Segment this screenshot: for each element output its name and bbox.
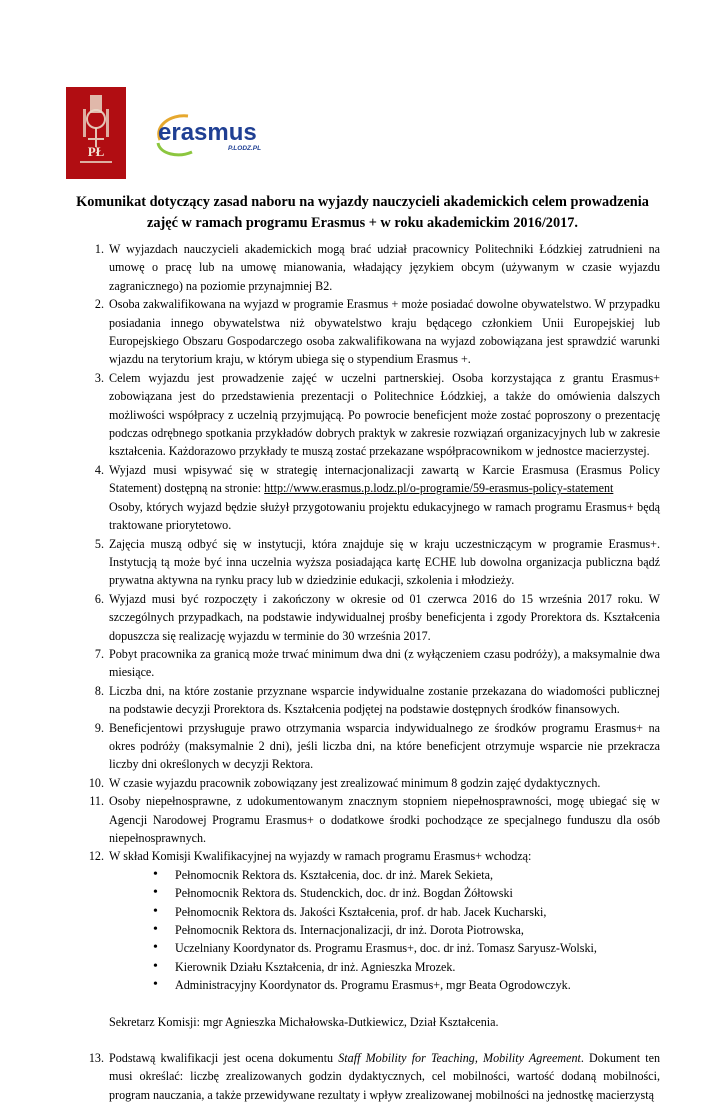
erasmus-wordmark: erasmus	[158, 119, 257, 146]
rules-list-continued	[82, 1049, 660, 1104]
list-item	[82, 847, 660, 994]
item-number: 3.	[94, 370, 104, 385]
item-text: Wyjazd musi być rozpoczęty i zakończony w okresie od 01 czerwca 2016 do 15 września 2017 roku. W szczególnych przypadkach, na podstawie indywidualnej prośby beneficjenta i zgody Prorektora ds. Kształcenia dopuszcza się realizację wyjazdu w terminie do 30 września 2017.	[109, 591, 660, 643]
committee-member: • Pełnomocnik Rektora ds. Internacjonalizacji, dr inż. Dorota Piotrowska,	[153, 921, 660, 939]
item-number: 4.	[94, 462, 104, 477]
item-text: Osoby niepełnosprawne, z udokumentowanym znacznym stopniem niepełnosprawności, mogę ubiegać się w Agencji Narodowej Programu Erasmus+ o dodatkowe środki pochodzące ze specjalnego funduszu dla osób niepełnosprawnych.	[109, 794, 660, 845]
item-text: W skład Komisji Kwalifikacyjnej na wyjazdy w ramach programu Erasmus+ wchodzą:	[109, 849, 532, 864]
item-number: 12.	[88, 849, 104, 864]
item-text: W czasie wyjazdu pracownik zobowiązany jest zrealizować minimum 8 godzin zajęć dydaktycznych.	[109, 775, 601, 790]
committee-member: • Administracyjny Koordynator ds. Programu Erasmus+, mgr Beata Ogrodowczyk.	[153, 976, 660, 994]
list-item	[82, 535, 660, 590]
item-number: 11.	[89, 794, 104, 809]
committee-secretary: Sekretarz Komisji: mgr Agnieszka Michałowska-Dutkiewicz, Dział Kształcenia.	[109, 1014, 499, 1029]
list-item	[82, 645, 660, 682]
erasmus-domain: P.LODZ.PL	[228, 145, 262, 152]
item-number: 10.	[88, 775, 104, 790]
committee-list	[109, 866, 660, 995]
item-number: 8.	[94, 683, 104, 698]
item-number: 5.	[94, 536, 104, 551]
committee-member: • Pełnomocnik Rektora ds. Jakości Kształcenia, prof. dr hab. Jacek Kucharski,	[153, 903, 660, 921]
document-name: Staff Mobility for Teaching, Mobility Agreement	[338, 1051, 581, 1066]
list-item	[82, 1049, 660, 1104]
item-number: 2.	[94, 297, 104, 312]
erasmus-policy-link[interactable]: http://www.erasmus.p.lodz.pl/o-programie/59-erasmus-policy-statement	[264, 481, 614, 496]
item-number: 1.	[94, 242, 104, 256]
item-text: Wyjazd musi wpisywać się w strategię internacjonalizacji zawartą w Karcie Erasmusa (Erasmus Policy Statement) dostępną na stronie:	[109, 462, 660, 496]
list-item	[82, 774, 660, 792]
committee-member: • Pełnomocnik Rektora ds. Studenckich, doc. dr inż. Bogdan Żółtowski	[153, 884, 660, 902]
list-item	[82, 682, 660, 719]
committee-member: • Uczelniany Koordynator ds. Programu Erasmus+, doc. dr inż. Tomasz Saryusz-Wolski,	[153, 939, 660, 957]
politechnika-lodzka-logo	[66, 87, 126, 179]
spacer	[82, 1031, 660, 1049]
item-text: Zajęcia muszą odbyć się w instytucji, która znajduje się w kraju uczestniczącym w programie Erasmus+. Instytucją tą może być inna uczelnia wyższa posiadająca kartę ECHE lub dowolna organizacja publiczna bądź prywatna aktywna na rynku pracy lub w dziedzinie edukacji, szkolenia i młodzieży.	[109, 536, 660, 588]
item-number: 6.	[94, 591, 104, 606]
item-text: Osoby, których wyjazd będzie służył przygotowaniu projektu edukacyjnego w ramach programu Erasmus+ będą traktowane priorytetowo.	[109, 499, 660, 533]
item-text: Liczba dni, na które zostanie przyznane wsparcie indywidualne zostanie przekazana do wiadomości publicznej na podstawie decyzji Prorektora ds. Kształcenia podjętej na podstawie dostępnych środków finansowych.	[109, 683, 660, 717]
page-title: Komunikat dotyczący zasad naboru na wyjazdy nauczycieli akademickich celem prowadzenia zajęć w ramach programu Erasmus + w roku akademickim 2016/2017.	[76, 194, 649, 231]
item-text: Beneficjentowi przysługuje prawo otrzymania wsparcia indywidualnego ze środków programu Erasmus+ na okres podróży (maksymalnie 2 dni), jeśli liczba dni, na które beneficjent otrzymuje wsparcie nie przekracza liczby dni określonych w decyzji Rektora.	[109, 720, 660, 772]
rules-list	[82, 240, 660, 995]
list-item	[82, 590, 660, 645]
list-item	[82, 719, 660, 774]
item-text: W wyjazdach nauczycieli akademickich mogą brać udział pracownicy Politechniki Łódzkiej zatrudnieni na umowę o pracę lub na umowę mianowania, władający językiem obcym (używanym w czasie wyjazdu zagranicznego) na poziomie przynajmniej B2.	[109, 242, 660, 293]
item-number: 9.	[94, 720, 104, 735]
item-text: . Dokument ten musi określać: liczbę zrealizowanych godzin dydaktycznych, cel mobilności, wartość dodaną mobilności, program nauczania, a także przewidywane rezultaty i wpływ zrealizowanej mobilności na jednostkę macierzystą	[109, 1051, 661, 1102]
pl-initials: PŁ	[87, 144, 105, 159]
erasmus-logo	[148, 110, 283, 160]
item-text: Celem wyjazdu jest prowadzenie zajęć w uczelni partnerskiej. Osoba korzystająca z grantu Erasmus+ zobowiązana jest do przedstawienia prezentacji o Politechnice Łódzkiej, a także do omówienia dalszych możliwości współpracy z uczelnią przyjmującą. Po powrocie beneficjent może zostać poproszony o prezentację podczas odrębnego spotkania przykładów dobrych praktyk w zakresie rozwiązań organizacyjnych lub w zakresie kształcenia. Każdorazowo przykłady te muszą zostać przekazane współpracownikom w jednostce macierzystej.	[109, 370, 660, 459]
list-item	[82, 461, 660, 535]
list-item	[82, 295, 660, 369]
committee-member: • Kierownik Działu Kształcenia, dr inż. Agnieszka Mrozek.	[153, 958, 660, 976]
item-number: 13.	[88, 1051, 104, 1066]
document-body	[82, 240, 660, 1104]
pl-emblem-icon	[66, 87, 126, 179]
list-item	[82, 369, 660, 461]
spacer	[82, 995, 660, 1013]
item-text: Osoba zakwalifikowana na wyjazd w programie Erasmus + może posiadać dowolne obywatelstwo. W przypadku posiadania innego obywatelstwa niż obywatelstwo kraju będącego członkiem Unii Europejskiej lub Europejskiego Obszaru Gospodarczego osoba zakwalifikowana na wyjazd zobowiązana jest sprawdzić warunki wjazdu na terytorium kraju, w którym ubiega się o stypendium Erasmus +.	[109, 297, 660, 367]
item-text: Podstawą kwalifikacji jest ocena dokumentu	[109, 1051, 339, 1066]
list-item	[82, 792, 660, 847]
item-number: 7.	[94, 646, 104, 661]
item-text: Pobyt pracownika za granicą może trwać minimum dwa dni (z wyłączeniem czasu podróży), a maksymalnie dwa miesiące.	[109, 646, 660, 680]
list-item	[82, 240, 660, 295]
committee-member: • Pełnomocnik Rektora ds. Kształcenia, doc. dr inż. Marek Sekieta,	[153, 866, 660, 884]
erasmus-swoosh-icon	[148, 110, 283, 160]
